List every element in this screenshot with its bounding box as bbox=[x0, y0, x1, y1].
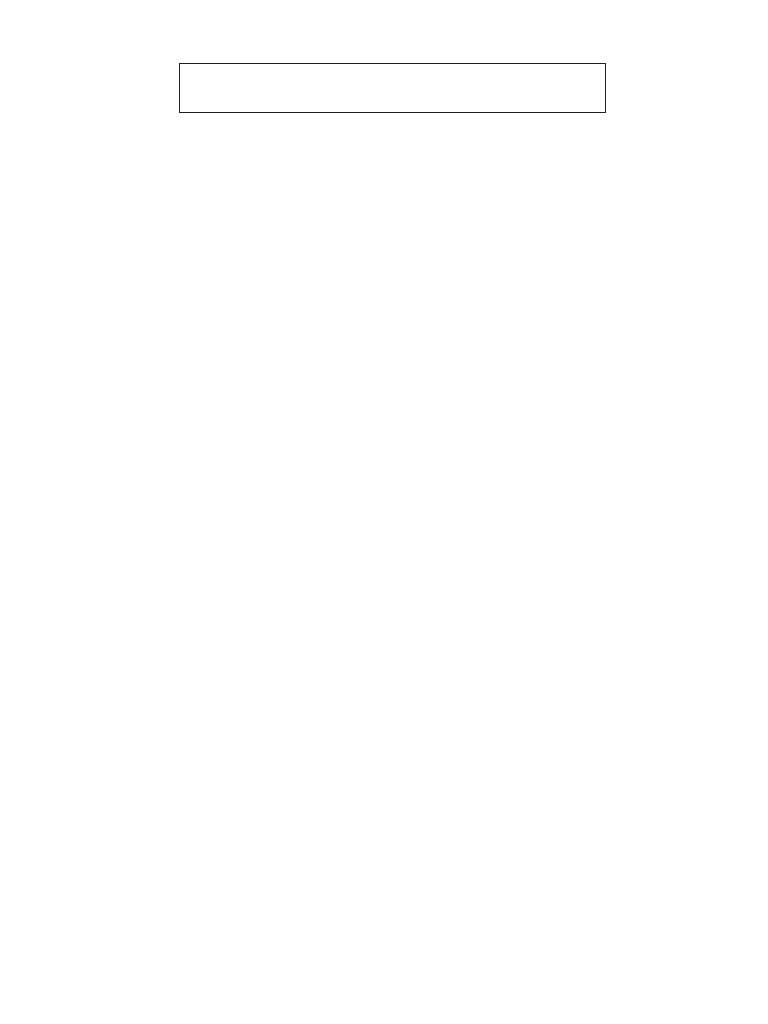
formula-sheet bbox=[199, 122, 553, 950]
title-box bbox=[179, 63, 606, 113]
